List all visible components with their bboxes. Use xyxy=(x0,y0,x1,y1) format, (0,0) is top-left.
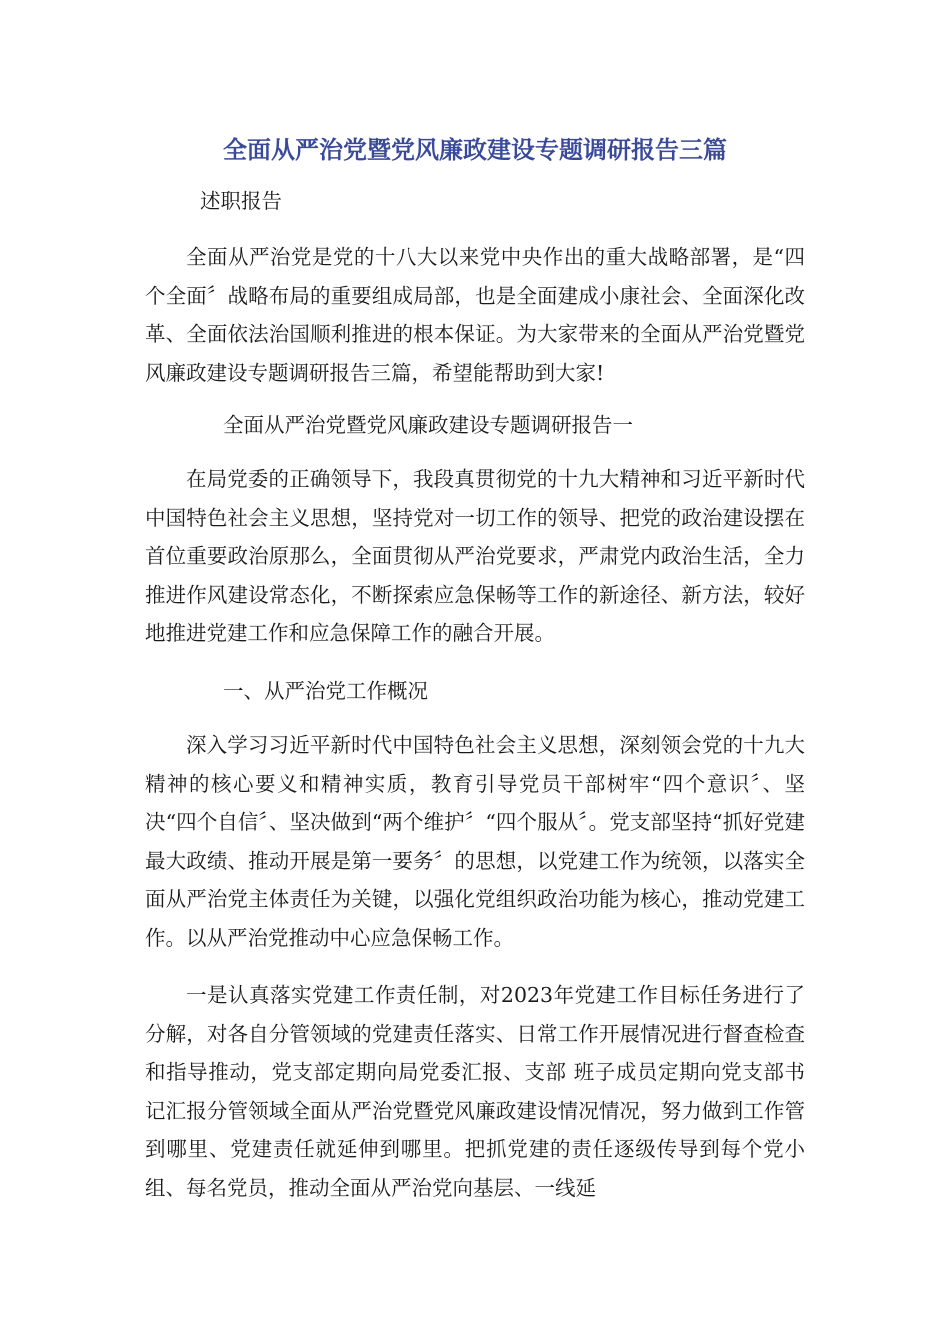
paragraph-study: 深入学习习近平新时代中国特色社会主义思想，深刻领会党的十九大精神的核心要义和精神实质，教育引导党员干部树牢“四个意识〞、坚决“四个自信〞、坚决做到“两个维护〞“四个服从〞。党支部坚持“抓好党建最大政绩、推动开展是第一要务〞的思想，以党建工作为统领，以落实全面从严治党主体责任为关键，以强化党组织政治功能为核心，推动党建工作。以从严治党推动中心应急保畅工作。 xyxy=(145,733,805,950)
section-heading: 一、从严治党工作概况 xyxy=(223,679,428,703)
report-heading: 全面从严治党暨党风廉政建设专题调研报告一 xyxy=(223,413,633,437)
document-title: 全面从严治党暨党风廉政建设专题调研报告三篇 xyxy=(223,136,727,164)
paragraph-leadership: 在局党委的正确领导下，我段真贯彻党的十九大精神和习近平新时代中国特色社会主义思想，坚持党对一切工作的领导、把党的政治建设摆在首位重要政治原那么，全面贯彻从严治党要求，严肃党内政治生活，全力推进作风建设常态化，不断探索应急保畅等工作的新途径、新方法，较好地推进党建工作和应急保障工作的融合开展。 xyxy=(145,467,805,645)
intro-paragraph: 全面从严治党是党的十八大以来党中央作出的重大战略部署，是“四个全面〞战略布局的重要组成局部，也是全面建成小康社会、全面深化改革、全面依法治国顺利推进的根本保证。为大家带来的全面从严治党暨党风廉政建设专题调研报告三篇，希望能帮助到大家! xyxy=(145,245,805,385)
paragraph-responsibility: 一是认真落实党建工作责任制，对2023年党建工作目标任务进行了分解，对各自分管领域的党建责任落实、日常工作开展情况进行督查检查和指导推动，党支部定期向局党委汇报、支部 班子成员定期向党支部书记汇报分管领域全面从严治党暨党风廉政建设情况情况，努力做到工作管到哪里、党建责任就延伸到哪里。把抓党建的责任逐级传导到每个党小组、每名党员，推动全面从严治党向基层、一线延 xyxy=(145,983,805,1200)
document-subtitle: 述职报告 xyxy=(200,189,282,213)
